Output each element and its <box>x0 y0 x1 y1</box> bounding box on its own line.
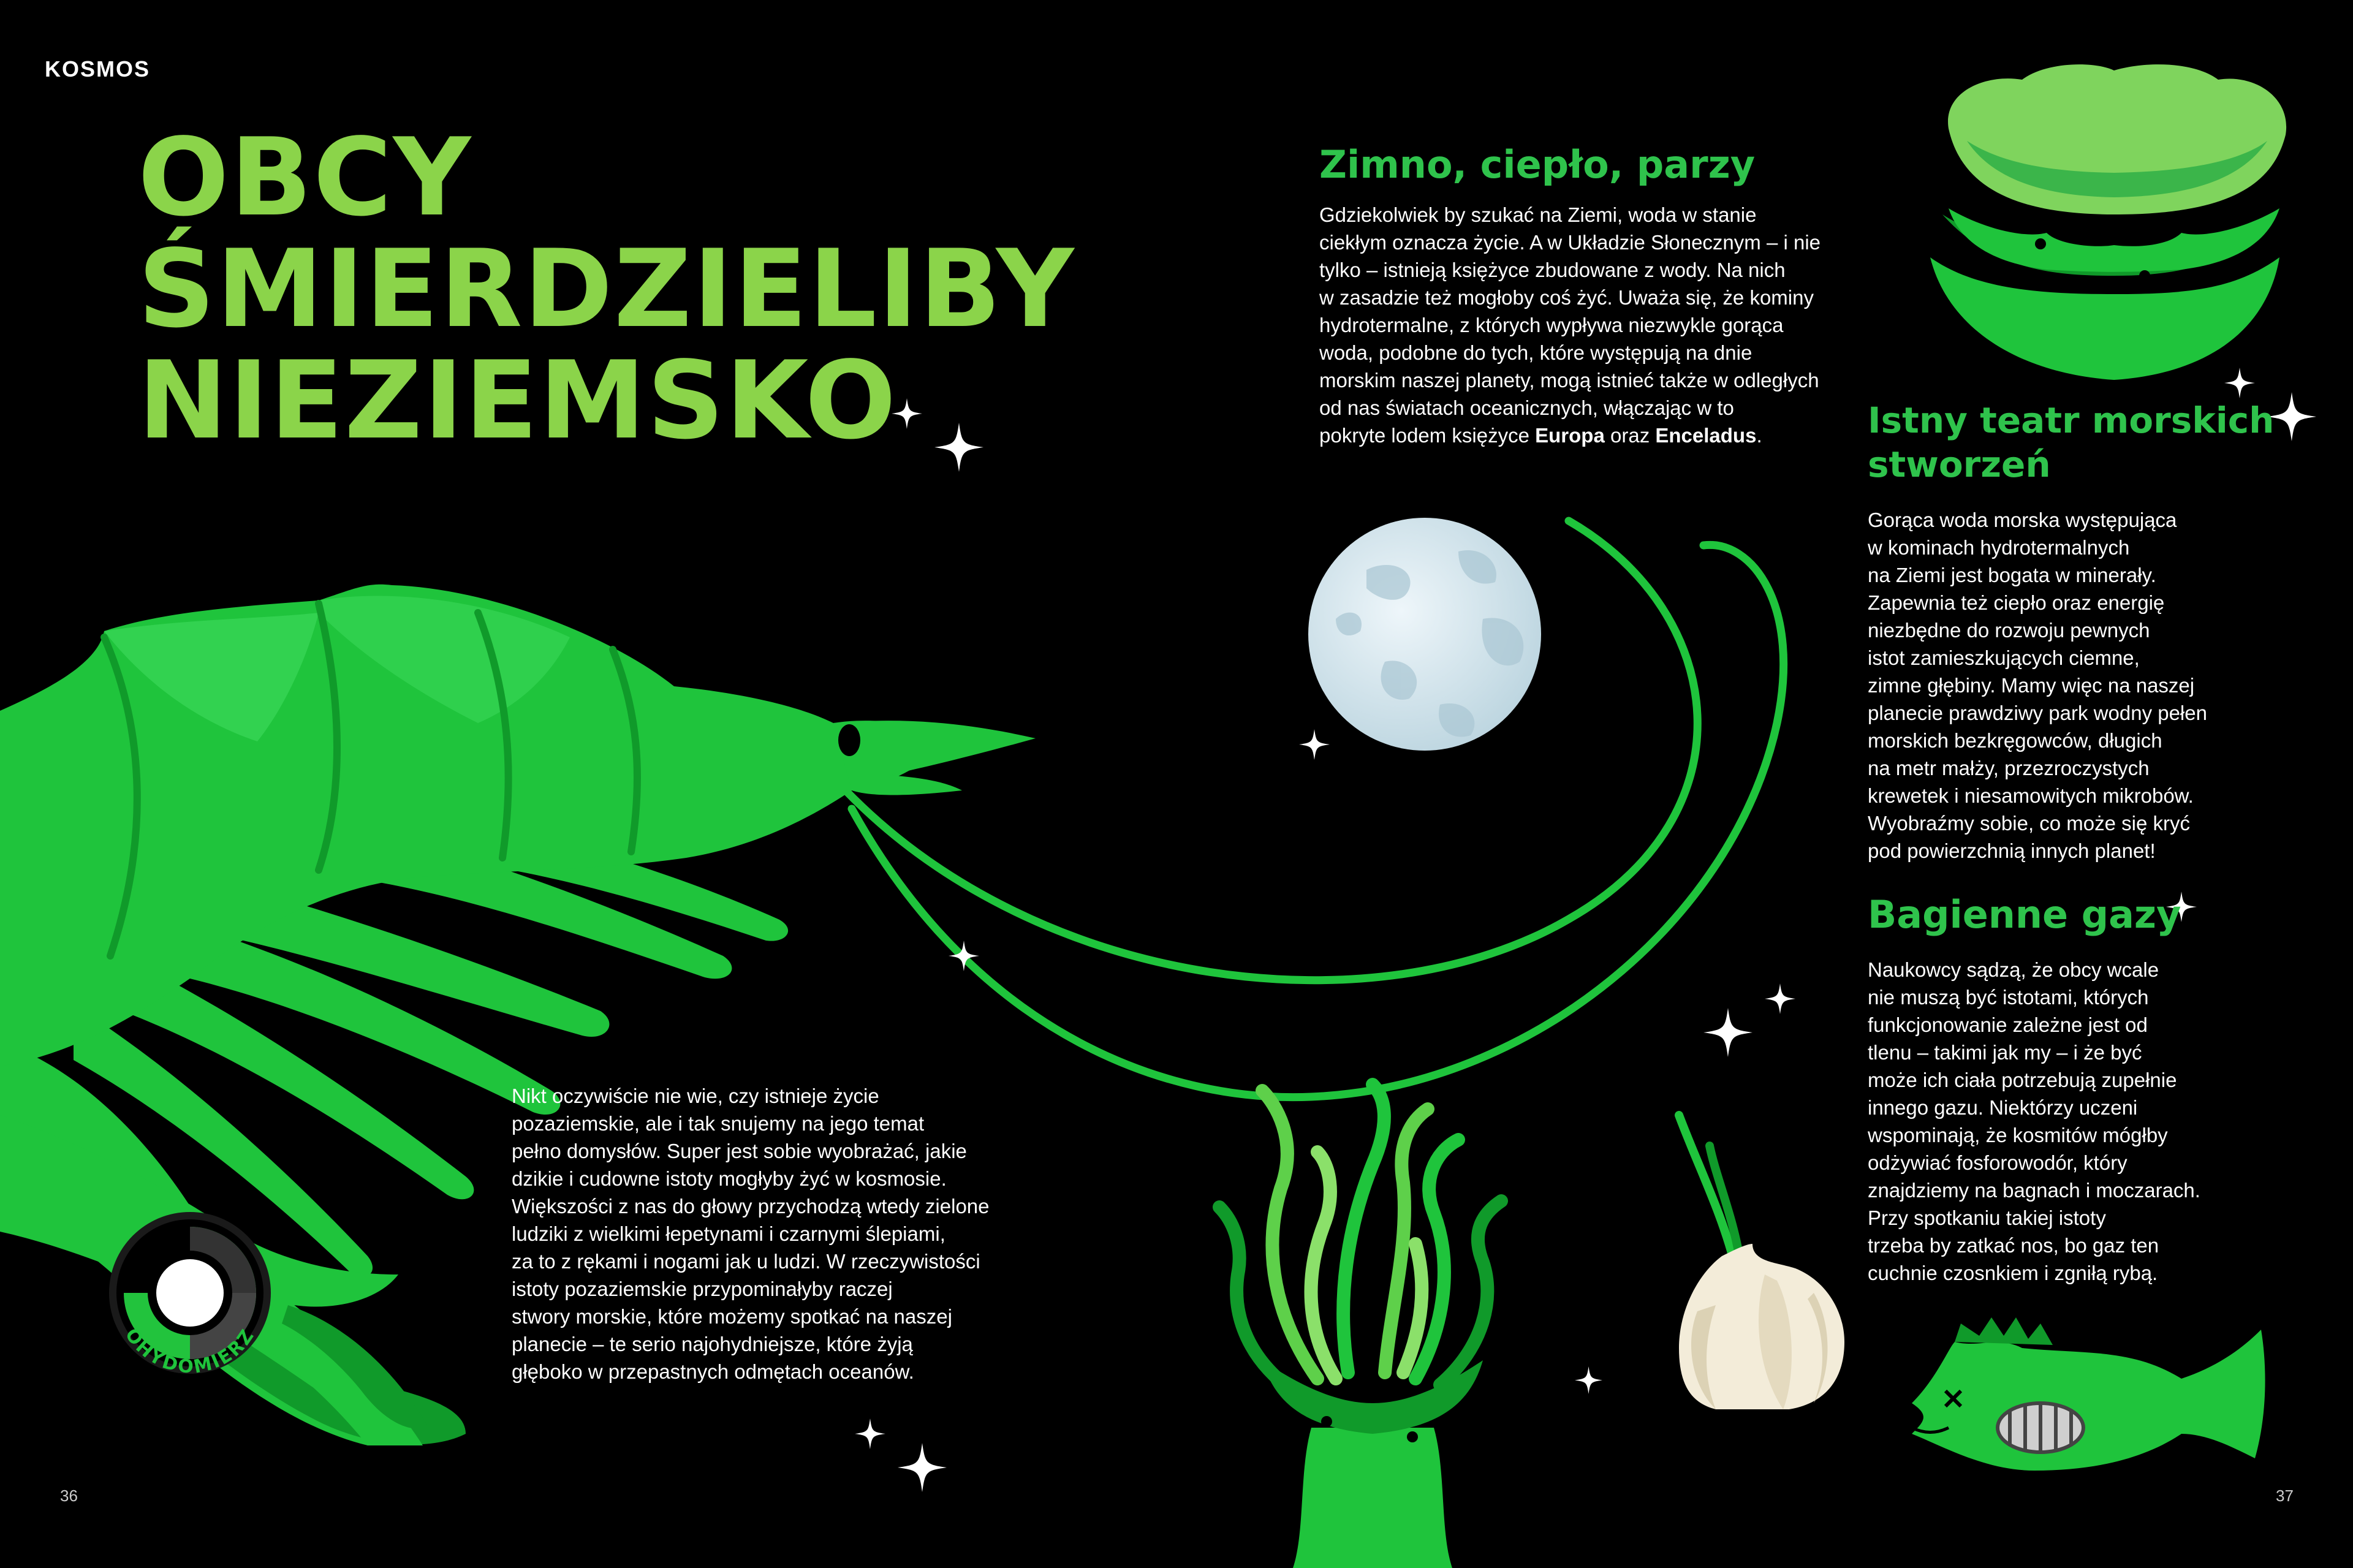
paragraph-teatr-line: pod powierzchnią innych planet! <box>1868 839 2156 862</box>
paragraph-zimno <box>1319 201 1871 449</box>
paragraph-teatr-line: Gorąca woda morska występująca <box>1868 509 2177 531</box>
section-label: KOSMOS <box>45 56 151 81</box>
paragraph-intro-line: za to z rękami i nogami jak u ludzi. W rzeczywistości <box>512 1250 980 1273</box>
ohydomierz-label: OHYDOMIERZ <box>120 1324 260 1378</box>
paragraph-intro-line: pełno domysłów. Super jest sobie wyobrażać, jakie <box>512 1140 967 1162</box>
paragraph-teatr-line: Zapewnia też ciepło oraz energię <box>1868 591 2165 614</box>
paragraph-intro-line: Nikt oczywiście nie wie, czy istnieje życie <box>512 1085 879 1107</box>
paragraph-teatr-line: na Ziemi jest bogata w minerały. <box>1868 564 2156 586</box>
paragraph-teatr-line: w kominach hydrotermalnych <box>1868 536 2130 559</box>
paragraph-teatr-line: niezbędne do rozwoju pewnych <box>1868 619 2150 642</box>
paragraph-intro-line: pozaziemskie, ale i tak snujemy na jego temat <box>512 1112 925 1135</box>
heading-zimno: Zimno, ciepło, parzy <box>1319 142 1756 187</box>
paragraph-intro-line: dzikie i cudowne istoty mogłyby żyć w kosmosie. <box>512 1167 947 1190</box>
page-number-left: 36 <box>60 1487 78 1505</box>
paragraph-zimno-line: od nas światach oceanicznych, włączając w to <box>1319 396 1734 419</box>
paragraph-zimno-line: Gdziekolwiek by szukać na Ziemi, woda w stanie <box>1319 203 1757 226</box>
paragraph-gazy-line: może ich ciała potrzebują zupełnie <box>1868 1069 2177 1091</box>
paragraph-zimno-line: hydrotermalne, z których wypływa niezwykle gorąca <box>1319 314 1784 336</box>
paragraph-gazy-line: innego gazu. Niektórzy uczeni <box>1868 1096 2138 1119</box>
moon-name-europa: Europa <box>1535 424 1605 447</box>
paragraph-intro-line: ludziki z wielkimi łepetynami i czarnymi ślepiami, <box>512 1222 945 1245</box>
paragraph-gazy-line: cuchnie czosnkiem i zgniłą rybą. <box>1868 1262 2158 1284</box>
paragraph-intro-line: planecie – te serio najohydniejsze, które żyją <box>512 1333 913 1355</box>
paragraph-gazy-line: Naukowcy sądzą, że obcy wcale <box>1868 958 2159 981</box>
svg-text:OHYDOMIERZ <box>121 1325 259 1378</box>
paragraph-intro-line: Większości z nas do głowy przychodzą wtedy zielone <box>512 1195 990 1218</box>
paragraph-zimno-line: morskim naszej planety, mogą istnieć także w odległych <box>1319 369 1819 392</box>
paragraph-teatr-line: zimne głębiny. Mamy więc na naszej <box>1868 674 2195 697</box>
paragraph-teatr-line: planecie prawdziwy park wodny pełen <box>1868 702 2207 724</box>
paragraph-teatr-line: morskich bezkręgowców, długich <box>1868 729 2162 752</box>
title-line-1: OBCY <box>138 116 472 240</box>
paragraph-intro-line: głęboko w przepastnych odmętach oceanów. <box>512 1360 914 1383</box>
title-line-3: NIEZIEMSKO <box>138 339 898 463</box>
heading-teatr: Istny teatr morskich stworzeń <box>1868 400 2275 485</box>
paragraph-teatr-line: Wyobraźmy sobie, co może się kryć <box>1868 812 2191 835</box>
paragraph-gazy-line: znajdziemy na bagnach i moczarach. <box>1868 1179 2200 1202</box>
paragraph-zimno-last-line: pokryte lodem księżyce Europa oraz Enceladus. <box>1319 424 1762 447</box>
paragraph-zimno-line: woda, podobne do tych, które występują na dnie <box>1319 341 1752 364</box>
moon-name-enceladus: Enceladus <box>1655 424 1757 447</box>
paragraph-gazy <box>1868 956 2309 1287</box>
paragraph-zimno-line: tylko – istnieją księżyce zbudowane z wody. Na nich <box>1319 259 1786 281</box>
paragraph-gazy-line: Przy spotkaniu takiej istoty <box>1868 1206 2106 1229</box>
paragraph-gazy-line: funkcjonowanie zależne jest od <box>1868 1013 2148 1036</box>
heading-gazy: Bagienne gazy <box>1868 892 2181 937</box>
page-number-right: 37 <box>2276 1487 2294 1505</box>
paragraph-gazy-line: nie muszą być istotami, których <box>1868 986 2149 1009</box>
page-title <box>138 116 1075 463</box>
paragraph-intro-line: stwory morskie, które możemy spotkać na naszej <box>512 1305 952 1328</box>
paragraph-gazy-line: odżywiać fosforowodór, który <box>1868 1151 2128 1174</box>
paragraph-gazy-line: tlenu – takimi jak my – i że być <box>1868 1041 2142 1064</box>
title-line-2: ŚMIERDZIELIBY <box>138 227 1075 352</box>
paragraph-intro <box>512 1082 1063 1385</box>
paragraph-zimno-line: ciekłym oznacza życie. A w Układzie Słonecznym – i nie <box>1319 231 1821 254</box>
paragraph-teatr-line: istot zamieszkujących ciemne, <box>1868 646 2140 669</box>
paragraph-gazy-line: wspominają, że kosmitów mógłby <box>1868 1124 2168 1146</box>
paragraph-teatr-line: krewetek i niesamowitych mikrobów. <box>1868 784 2194 807</box>
paragraph-teatr-line: na metr małży, przezroczystych <box>1868 757 2150 779</box>
paragraph-gazy-line: trzeba by zatkać nos, bo gaz ten <box>1868 1234 2159 1257</box>
paragraph-teatr <box>1868 506 2309 865</box>
paragraph-zimno-line: w zasadzie też mogłoby coś żyć. Uważa się, że kominy <box>1319 286 1814 309</box>
paragraph-intro-line: istoty pozaziemskie przypominałyby raczej <box>512 1278 893 1300</box>
